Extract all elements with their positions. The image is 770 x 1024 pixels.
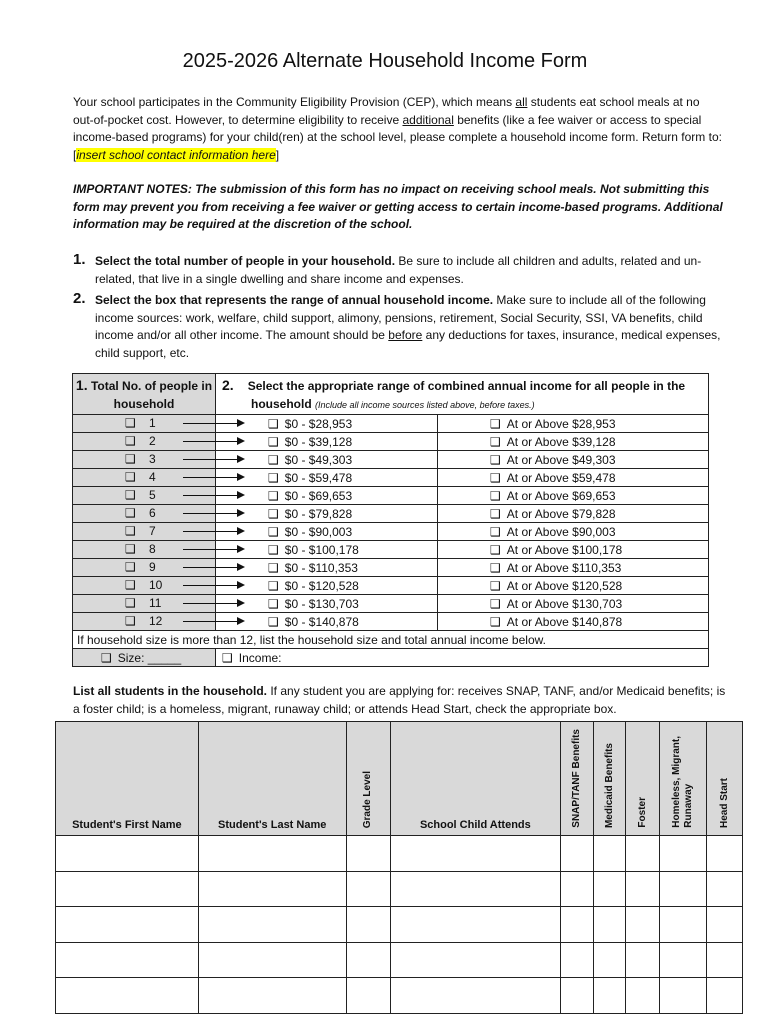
grade-level-cell[interactable]: [346, 907, 390, 943]
school-cell[interactable]: [390, 907, 561, 943]
income-above-label: At or Above $39,128: [506, 434, 616, 449]
step-2-instructions: 2. Select the box that represents the range of annual household income. Make sure to include all of the following income sources: work, welfare, child support, alimony, pensions, retirement, Social Security, SSI, VA benefits, child income and/or all other income. The amount should be before any deductions for taxes, insurance, medical expenses, child support, etc.: [73, 290, 721, 360]
income-range-checkbox[interactable]: ❑: [268, 470, 279, 485]
last-name-cell[interactable]: [198, 871, 346, 907]
homeless-cell[interactable]: [660, 871, 707, 907]
step-1-instructions: 1. Select the total number of people in your household. Be sure to include all children and adults, related and un-related, that live in a single dwelling and share income and expenses.: [73, 251, 702, 286]
income-above-label: At or Above $90,003: [506, 524, 616, 539]
income-row: [73, 415, 709, 433]
medicaid-cell[interactable]: [594, 978, 626, 1014]
income-range-label: $0 - $69,653: [284, 488, 353, 503]
last-name-header: Student's Last Name: [198, 722, 346, 836]
foster-cell[interactable]: [626, 907, 660, 943]
foster-cell[interactable]: [626, 978, 660, 1014]
income-range-label: $0 - $28,953: [284, 416, 353, 431]
student-row: [56, 978, 743, 1014]
head-start-cell[interactable]: [707, 942, 743, 978]
last-name-cell[interactable]: [198, 942, 346, 978]
school-cell[interactable]: [390, 871, 561, 907]
household-size-checkbox[interactable]: ❑: [125, 596, 136, 610]
income-range-checkbox[interactable]: ❑: [268, 416, 279, 431]
form-title: 2025-2026 Alternate Household Income Form: [182, 50, 588, 72]
income-row: [73, 487, 709, 505]
household-size-value: 12: [149, 614, 163, 628]
income-range-header: 2. Select the appropriate range of combined annual income for all people in the household (Include all income sources listed above, before taxes.): [216, 374, 709, 415]
medicaid-cell[interactable]: [594, 836, 626, 872]
household-size-cell: [73, 577, 216, 595]
income-above-label: At or Above $140,878: [506, 614, 623, 629]
last-name-cell[interactable]: [198, 907, 346, 943]
arrow-icon: [183, 423, 243, 424]
income-range-label: $0 - $79,828: [284, 506, 353, 521]
arrow-icon: [183, 621, 243, 622]
income-above-cell: [438, 559, 709, 577]
income-range-checkbox[interactable]: ❑: [268, 524, 279, 539]
contact-placeholder: insert school contact information here: [76, 147, 276, 162]
income-above-checkbox[interactable]: ❑: [490, 524, 501, 539]
grade-level-cell[interactable]: [346, 978, 390, 1014]
income-range-checkbox[interactable]: ❑: [268, 488, 279, 503]
foster-cell[interactable]: [626, 836, 660, 872]
income-above-checkbox[interactable]: ❑: [490, 434, 501, 449]
arrow-icon: [183, 567, 243, 568]
arrow-icon: [183, 585, 243, 586]
homeless-cell[interactable]: [660, 836, 707, 872]
income-row: [73, 577, 709, 595]
household-size-value: 8: [149, 542, 156, 556]
household-size-cell: [73, 523, 216, 541]
students-table-header: [56, 722, 743, 836]
homeless-cell[interactable]: [660, 978, 707, 1014]
income-above-cell: [438, 541, 709, 559]
household-size-checkbox[interactable]: ❑: [125, 560, 136, 574]
snap-tanf-cell[interactable]: [561, 978, 594, 1014]
snap-tanf-cell[interactable]: [561, 942, 594, 978]
income-range-label: $0 - $140,878: [284, 614, 359, 629]
income-above-label: At or Above $100,178: [506, 542, 623, 557]
student-row: [56, 836, 743, 872]
income-row: [73, 523, 709, 541]
household-size-value: 9: [149, 560, 156, 574]
household-size-checkbox[interactable]: ❑: [125, 578, 136, 592]
foster-header: Foster: [626, 722, 660, 836]
income-above-cell: [438, 595, 709, 613]
income-above-cell: [438, 451, 709, 469]
income-range-checkbox[interactable]: ❑: [268, 506, 279, 521]
income-above-label: At or Above $59,478: [506, 470, 616, 485]
student-row: [56, 907, 743, 943]
income-range-cell: [216, 469, 438, 487]
head-start-header: Head Start: [707, 722, 743, 836]
snap-tanf-cell[interactable]: [561, 907, 594, 943]
income-above-label: At or Above $130,703: [506, 596, 623, 611]
household-size-checkbox[interactable]: ❑: [125, 434, 136, 448]
income-above-cell: [438, 433, 709, 451]
income-above-cell: [438, 415, 709, 433]
last-name-cell[interactable]: [198, 836, 346, 872]
income-above-checkbox[interactable]: ❑: [490, 560, 501, 575]
head-start-cell[interactable]: [707, 836, 743, 872]
income-range-cell: [216, 541, 438, 559]
income-row: [73, 613, 709, 631]
household-size-cell: [73, 451, 216, 469]
household-size-value: 2: [149, 434, 156, 448]
income-range-cell: [216, 451, 438, 469]
income-range-label: $0 - $59,478: [284, 470, 353, 485]
household-size-checkbox[interactable]: ❑: [125, 542, 136, 556]
household-size-cell: [73, 595, 216, 613]
household-size-value: 4: [149, 470, 156, 484]
income-range-checkbox[interactable]: ❑: [268, 542, 279, 557]
income-above-label: At or Above $79,828: [506, 506, 616, 521]
income-above-cell: [438, 487, 709, 505]
medicaid-header: Medicaid Benefits: [594, 722, 626, 836]
income-range-checkbox[interactable]: ❑: [268, 614, 279, 629]
large-household-row: [73, 631, 709, 649]
household-size-cell: [73, 469, 216, 487]
medicaid-cell[interactable]: [594, 907, 626, 943]
income-table: [72, 373, 709, 667]
arrow-icon: [183, 513, 243, 514]
income-above-checkbox[interactable]: ❑: [490, 488, 501, 503]
income-range-cell: [216, 523, 438, 541]
income-above-checkbox[interactable]: ❑: [490, 542, 501, 557]
foster-cell[interactable]: [626, 942, 660, 978]
income-above-checkbox[interactable]: ❑: [490, 416, 501, 431]
first-name-cell[interactable]: [56, 978, 199, 1014]
arrow-icon: [183, 531, 243, 532]
income-above-checkbox[interactable]: ❑: [490, 452, 501, 467]
students-table: [55, 721, 743, 1014]
household-size-cell: [73, 505, 216, 523]
arrow-icon: [183, 459, 243, 460]
income-table-header: [73, 374, 709, 415]
income-row: [73, 469, 709, 487]
household-size-value: 5: [149, 488, 156, 502]
student-row: [56, 942, 743, 978]
important-notes: IMPORTANT NOTES: The submission of this form has no impact on receiving school meals. Not submitting this form may prevent you from receiving a fee waiver or getting access to certain income-based programs. Additional information may be required at the discretion of the school.: [73, 182, 723, 231]
income-range-checkbox[interactable]: ❑: [268, 452, 279, 467]
arrow-icon: [183, 495, 243, 496]
last-name-cell[interactable]: [198, 978, 346, 1014]
income-above-cell: [438, 505, 709, 523]
homeless-cell[interactable]: [660, 942, 707, 978]
household-size-checkbox[interactable]: ❑: [125, 524, 136, 538]
arrow-icon: [183, 603, 243, 604]
income-above-cell: [438, 469, 709, 487]
snap-tanf-cell[interactable]: [561, 836, 594, 872]
income-range-checkbox[interactable]: ❑: [268, 596, 279, 611]
income-row: [73, 505, 709, 523]
grade-level-cell[interactable]: [346, 871, 390, 907]
custom-size-label: Size: _____: [117, 650, 182, 665]
arrow-icon: [183, 441, 243, 442]
custom-income-label: Income:: [238, 650, 282, 665]
arrow-icon: [183, 549, 243, 550]
income-above-cell: [438, 523, 709, 541]
household-size-cell: [73, 433, 216, 451]
custom-size-row: [73, 649, 709, 667]
student-row: [56, 871, 743, 907]
snap-tanf-header: SNAP/TANF Benefits: [561, 722, 594, 836]
income-above-label: At or Above $28,953: [506, 416, 616, 431]
custom-income-checkbox[interactable]: ❑: [222, 650, 233, 665]
income-range-cell: [216, 613, 438, 631]
income-row: [73, 541, 709, 559]
household-size-value: 1: [149, 416, 156, 430]
income-above-label: At or Above $69,653: [506, 488, 616, 503]
custom-size-cell: [73, 649, 216, 667]
household-size-cell: [73, 541, 216, 559]
income-above-label: At or Above $120,528: [506, 578, 623, 593]
household-size-value: 7: [149, 524, 156, 538]
household-size-value: 11: [149, 596, 162, 610]
income-range-label: $0 - $100,178: [284, 542, 359, 557]
snap-tanf-cell[interactable]: [561, 871, 594, 907]
income-above-label: At or Above $49,303: [506, 452, 616, 467]
income-above-checkbox[interactable]: ❑: [490, 470, 501, 485]
intro-paragraph: Your school participates in the Community Eligibility Provision (CEP), which means all students eat school meals at no out-of-pocket cost. However, to determine eligibility to receive additional benefits (like a fee waiver or access to special income-based programs) for your child(ren) at the school level, please complete a household income form. Return form to: [insert school contact information here]: [73, 95, 722, 162]
household-size-value: 3: [149, 452, 156, 466]
income-row: [73, 433, 709, 451]
first-name-cell[interactable]: [56, 836, 199, 872]
household-size-cell: [73, 559, 216, 577]
income-range-checkbox[interactable]: ❑: [268, 560, 279, 575]
income-above-checkbox[interactable]: ❑: [490, 614, 501, 629]
first-name-cell[interactable]: [56, 907, 199, 943]
income-row: [73, 451, 709, 469]
income-range-checkbox[interactable]: ❑: [268, 434, 279, 449]
students-instructions: List all students in the household. If any student you are applying for: receives SNAP, TANF, and/or Medicaid benefits; is a foster child; is a homeless, migrant, runaway child; or attends Head Start, check the appropriate box.: [73, 684, 726, 716]
medicaid-cell[interactable]: [594, 942, 626, 978]
grade-level-cell[interactable]: [346, 836, 390, 872]
head-start-cell[interactable]: [707, 978, 743, 1014]
large-household-note: If household size is more than 12, list the household size and total annual income below.: [73, 631, 709, 649]
income-range-label: $0 - $49,303: [284, 452, 353, 467]
school-cell[interactable]: [390, 836, 561, 872]
income-range-label: $0 - $130,703: [284, 596, 359, 611]
school-header: School Child Attends: [390, 722, 561, 836]
first-name-cell[interactable]: [56, 942, 199, 978]
income-above-checkbox[interactable]: ❑: [490, 578, 501, 593]
household-size-cell: [73, 613, 216, 631]
income-range-cell: [216, 595, 438, 613]
first-name-header: Student's First Name: [56, 722, 199, 836]
household-size-checkbox[interactable]: ❑: [125, 614, 136, 628]
income-range-label: $0 - $90,003: [284, 524, 353, 539]
household-size-checkbox[interactable]: ❑: [125, 506, 136, 520]
school-cell[interactable]: [390, 978, 561, 1014]
income-range-cell: [216, 433, 438, 451]
household-size-value: 10: [149, 578, 163, 592]
arrow-icon: [183, 477, 243, 478]
head-start-cell[interactable]: [707, 871, 743, 907]
income-range-label: $0 - $120,528: [284, 578, 359, 593]
household-size-cell: [73, 487, 216, 505]
income-range-label: $0 - $39,128: [284, 434, 353, 449]
income-range-cell: [216, 415, 438, 433]
household-size-value: 6: [149, 506, 156, 520]
income-row: [73, 559, 709, 577]
homeless-cell[interactable]: [660, 907, 707, 943]
school-cell[interactable]: [390, 942, 561, 978]
first-name-cell[interactable]: [56, 871, 199, 907]
household-size-cell: [73, 415, 216, 433]
grade-level-cell[interactable]: [346, 942, 390, 978]
homeless-header: Homeless, Migrant, Runaway: [660, 722, 707, 836]
household-size-checkbox[interactable]: ❑: [125, 470, 136, 484]
foster-cell[interactable]: [626, 871, 660, 907]
income-range-checkbox[interactable]: ❑: [268, 578, 279, 593]
income-range-cell: [216, 559, 438, 577]
household-size-checkbox[interactable]: ❑: [125, 488, 136, 502]
household-size-checkbox[interactable]: ❑: [125, 452, 136, 466]
custom-size-checkbox[interactable]: ❑: [101, 650, 112, 665]
custom-income-cell: [216, 649, 709, 667]
income-above-checkbox[interactable]: ❑: [490, 506, 501, 521]
income-range-cell: [216, 505, 438, 523]
household-size-checkbox[interactable]: ❑: [125, 416, 136, 430]
income-range-label: $0 - $110,353: [284, 560, 358, 575]
medicaid-cell[interactable]: [594, 871, 626, 907]
income-range-cell: [216, 577, 438, 595]
grade-level-header: Grade Level: [346, 722, 390, 836]
income-above-checkbox[interactable]: ❑: [490, 596, 501, 611]
income-above-cell: [438, 577, 709, 595]
household-size-header: 1. Total No. of people in household: [73, 374, 216, 415]
income-row: [73, 595, 709, 613]
income-above-cell: [438, 613, 709, 631]
head-start-cell[interactable]: [707, 907, 743, 943]
income-range-cell: [216, 487, 438, 505]
income-above-label: At or Above $110,353: [506, 560, 622, 575]
